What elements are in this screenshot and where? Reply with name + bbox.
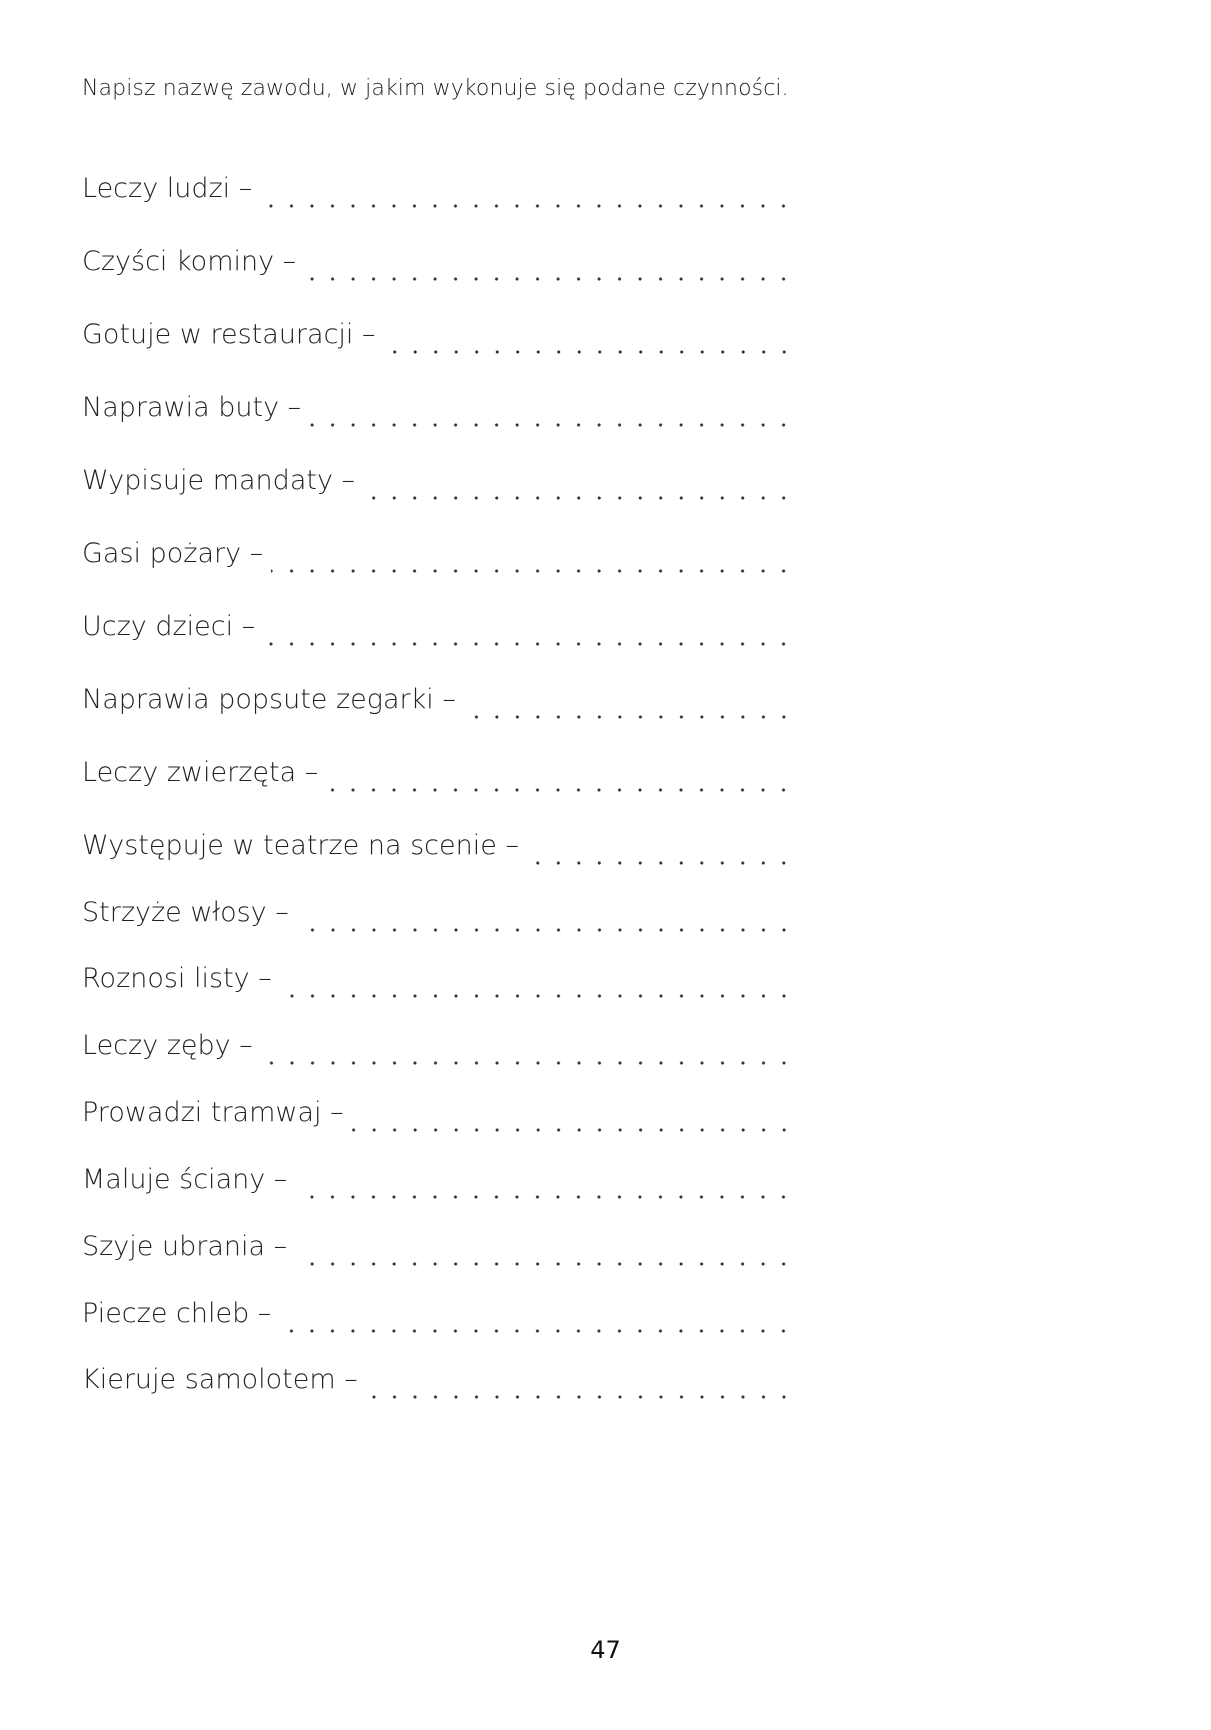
answer-dotted-line[interactable] xyxy=(309,422,794,428)
answer-dotted-line[interactable] xyxy=(297,927,794,933)
exercise-row xyxy=(82,963,794,1009)
exercise-prompt: Szyje ubrania – xyxy=(82,1231,288,1262)
exercise-prompt: Gasi pożary – xyxy=(82,538,264,569)
instruction-text: Napisz nazwę zawodu, w jakim wykonuje się podane czynności. xyxy=(82,76,789,101)
exercise-row xyxy=(82,1364,794,1410)
answer-dotted-line[interactable] xyxy=(295,1194,794,1200)
exercise-prompt: Kieruje samolotem – xyxy=(82,1364,358,1395)
exercise-row xyxy=(82,1030,794,1076)
exercise-row xyxy=(82,1231,794,1277)
exercise-row xyxy=(82,1298,794,1344)
exercise-prompt: Gotuje w restauracji – xyxy=(82,319,376,350)
exercise-row xyxy=(82,246,794,292)
exercise-prompt: Występuje w teatrze na scenie – xyxy=(82,830,519,861)
exercise-row xyxy=(82,319,794,365)
answer-dotted-line[interactable] xyxy=(295,1261,794,1267)
exercise-prompt: Leczy zwierzęta – xyxy=(82,757,319,788)
answer-dotted-line[interactable] xyxy=(280,993,794,999)
exercise-row xyxy=(82,830,794,876)
answer-dotted-line[interactable] xyxy=(527,860,794,866)
answer-dotted-line[interactable] xyxy=(279,1328,794,1334)
exercise-row xyxy=(82,1097,794,1143)
answer-dotted-line[interactable] xyxy=(464,714,794,720)
answer-dotted-line[interactable] xyxy=(261,1060,794,1066)
answer-dotted-line[interactable] xyxy=(260,203,794,209)
exercise-prompt: Wypisuje mandaty – xyxy=(82,465,356,496)
answer-dotted-line[interactable] xyxy=(384,349,794,355)
exercise-row xyxy=(82,465,794,511)
exercise-prompt: Strzyże włosy – xyxy=(82,897,289,928)
exercise-prompt: Roznosi listy – xyxy=(82,963,272,994)
exercise-row xyxy=(82,897,794,943)
exercise-prompt: Naprawia popsute zegarki – xyxy=(82,684,456,715)
answer-dotted-line[interactable] xyxy=(263,641,794,647)
exercise-row xyxy=(82,684,794,730)
exercise-row xyxy=(82,611,794,657)
exercise-row xyxy=(82,757,794,803)
exercise-prompt: Maluje ściany – xyxy=(82,1164,288,1195)
page-number: 47 xyxy=(590,1636,621,1664)
exercise-prompt: Piecze chleb – xyxy=(82,1298,272,1329)
exercise-row xyxy=(82,173,794,219)
exercise-prompt: Uczy dzieci – xyxy=(82,611,256,642)
exercise-row xyxy=(82,1164,794,1210)
answer-dotted-line[interactable] xyxy=(304,276,794,282)
exercise-prompt: Leczy zęby – xyxy=(82,1030,253,1061)
exercise-row xyxy=(82,392,794,438)
exercise-prompt: Prowadzi tramwaj – xyxy=(82,1097,344,1128)
exercise-prompt: Leczy ludzi – xyxy=(82,173,253,204)
exercise-prompt: Naprawia buty – xyxy=(82,392,302,423)
exercise-row xyxy=(82,538,794,584)
answer-dotted-line[interactable] xyxy=(326,787,794,793)
answer-dotted-line[interactable] xyxy=(363,495,794,501)
answer-dotted-line[interactable] xyxy=(366,1394,794,1400)
answer-dotted-line[interactable] xyxy=(352,1127,794,1133)
exercise-prompt: Czyści kominy – xyxy=(82,246,297,277)
answer-dotted-line[interactable] xyxy=(271,568,794,574)
